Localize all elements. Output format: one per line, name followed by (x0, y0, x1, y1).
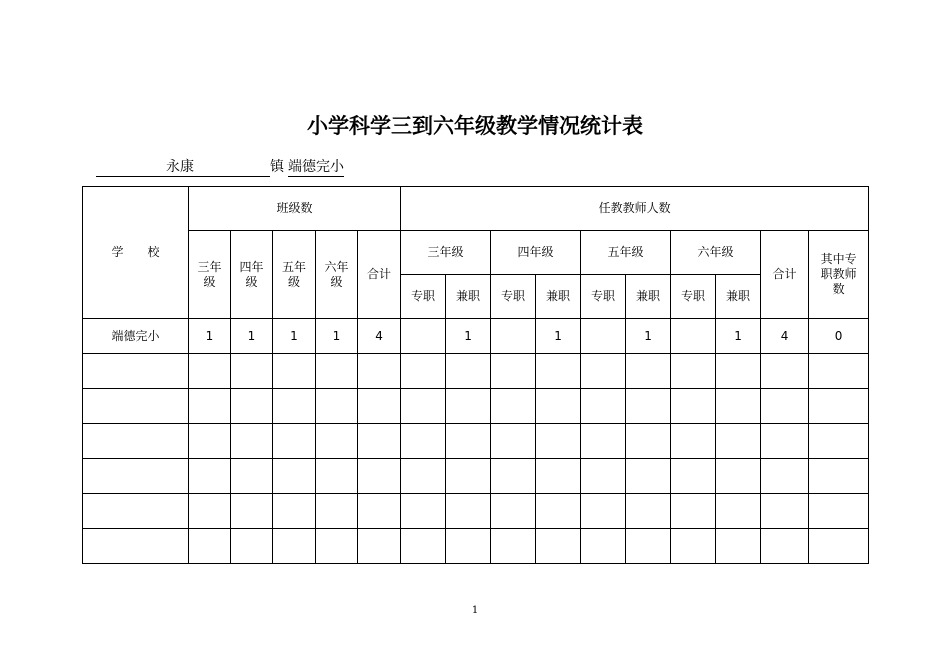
teacher-count-header: 任教教师人数 (401, 187, 869, 231)
empty-row (83, 529, 869, 564)
town-suffix: 镇 (270, 159, 284, 175)
town-name: 永康 (166, 159, 194, 175)
class-total-header: 合计 (358, 231, 401, 319)
page-title: 小学科学三到六年级教学情况统计表 (307, 114, 643, 138)
teacher-cell (491, 319, 536, 354)
fulltime-header: 专职 (581, 275, 626, 319)
parttime-header: 兼职 (716, 275, 761, 319)
fulltime-header: 专职 (671, 275, 716, 319)
fulltime-header: 专职 (401, 275, 446, 319)
teacher-grade-5: 五年级 (581, 231, 671, 275)
school-header: 学 校 (83, 187, 189, 319)
empty-row (83, 459, 869, 494)
teacher-cell (671, 319, 716, 354)
teacher-cell: 1 (536, 319, 581, 354)
parttime-header: 兼职 (626, 275, 671, 319)
fulltime-header: 专职 (491, 275, 536, 319)
parttime-header: 兼职 (446, 275, 491, 319)
class-cell: 1 (189, 319, 231, 354)
parttime-header: 兼职 (536, 275, 581, 319)
teacher-grade-6: 六年级 (671, 231, 761, 275)
teacher-cell: 1 (716, 319, 761, 354)
town-field (96, 158, 270, 177)
teacher-cell (401, 319, 446, 354)
class-grade-3: 三年级 (189, 231, 231, 319)
location-line (96, 156, 344, 177)
class-grade-6: 六年级 (316, 231, 358, 319)
teacher-cell: 1 (446, 319, 491, 354)
teacher-grade-4: 四年级 (491, 231, 581, 275)
table-row (83, 319, 869, 354)
class-cell: 1 (273, 319, 316, 354)
class-cell: 1 (231, 319, 273, 354)
specialist-cell: 0 (809, 319, 869, 354)
school-field: 端德完小 (288, 159, 344, 175)
statistics-table (82, 186, 869, 564)
teacher-total-header: 合计 (761, 231, 809, 319)
class-cell: 1 (316, 319, 358, 354)
class-count-header: 班级数 (189, 187, 401, 231)
class-grade-4: 四年级 (231, 231, 273, 319)
empty-row (83, 389, 869, 424)
page-number: 1 (471, 605, 479, 616)
teacher-cell: 1 (626, 319, 671, 354)
empty-row (83, 494, 869, 529)
class-total-cell: 4 (358, 319, 401, 354)
teacher-cell (581, 319, 626, 354)
school-cell: 端德完小 (83, 319, 189, 354)
empty-row (83, 424, 869, 459)
teacher-total-cell: 4 (761, 319, 809, 354)
class-grade-5: 五年级 (273, 231, 316, 319)
specialist-header: 其中专职教师数 (809, 231, 869, 319)
empty-row (83, 354, 869, 389)
teacher-grade-3: 三年级 (401, 231, 491, 275)
